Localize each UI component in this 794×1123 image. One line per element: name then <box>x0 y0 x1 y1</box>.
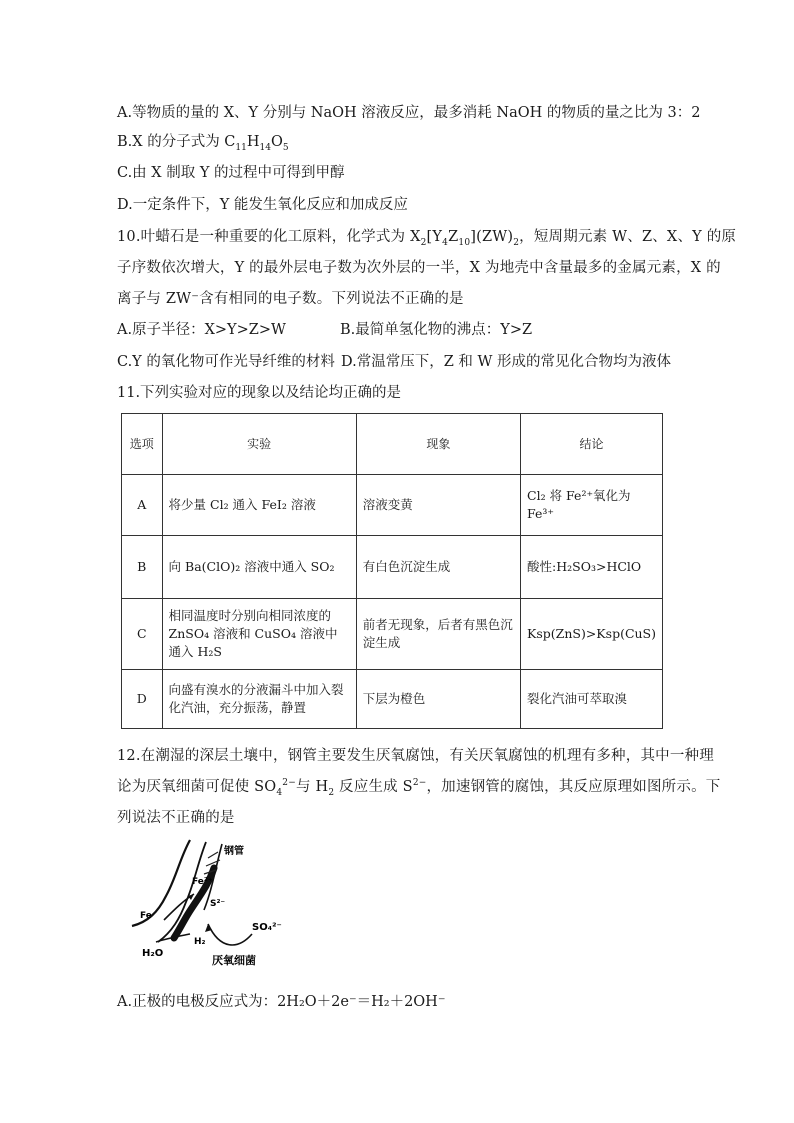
cell-option: A <box>122 475 163 536</box>
label-pipe: 钢管 <box>224 846 244 857</box>
q12-stem-line3: 列说法不正确的是 <box>117 810 235 826</box>
cell-experiment: 将少量 Cl₂ 通入 FeI₂ 溶液 <box>162 475 356 536</box>
label-h2: H₂ <box>194 937 206 947</box>
q12-text: 与 H <box>295 779 329 795</box>
q9-option-d: D.一定条件下，Y 能发生氧化反应和加成反应 <box>117 197 408 213</box>
q12-text: ，加速钢管的腐蚀，其反应原理如图所示。下 <box>426 779 721 795</box>
q12-option-a: A.正极的电极反应式为：2H₂O＋2e⁻＝H₂＋2OH⁻ <box>117 994 446 1010</box>
corrosion-diagram <box>128 838 298 970</box>
cell-experiment: 向盛有溴水的分液漏斗中加入裂化汽油，充分振荡，静置 <box>162 670 356 729</box>
q9-option-c: C.由 X 制取 Y 的过程中可得到甲醇 <box>117 165 345 181</box>
cell-option: B <box>122 536 163 599</box>
q11-table <box>121 413 663 729</box>
q11-stem: 11.下列实验对应的现象以及结论均正确的是 <box>117 385 402 401</box>
header-conclusion: 结论 <box>521 414 663 475</box>
q10-text: ](ZW) <box>470 229 514 245</box>
q9-option-a: A.等物质的量的 X、Y 分别与 NaOH 溶液反应，最多消耗 NaOH 的物质的量之比为 3：2 <box>117 105 701 121</box>
q10-option-b: B.最简单氢化物的沸点：Y>Z <box>340 322 533 338</box>
q12-text: 反应生成 S <box>334 779 413 795</box>
sub: 4 <box>276 787 283 798</box>
cell-experiment: 相同温度时分别向相同浓度的 ZnSO₄ 溶液和 CuSO₄ 溶液中通入 H₂S <box>162 599 356 670</box>
sup: 2− <box>412 778 427 789</box>
cell-phenomenon: 前者无现象，后者有黑色沉淀生成 <box>356 599 520 670</box>
q10-stem-line2: 子序数依次增大，Y 的最外层电子数为次外层的一半，X 为地壳中含量最多的金属元素，X 的 <box>117 260 721 276</box>
header-experiment: 实验 <box>162 414 356 475</box>
table-row <box>122 475 663 536</box>
sub: 5 <box>282 142 289 153</box>
sup: 2− <box>282 778 296 789</box>
cell-phenomenon: 有白色沉淀生成 <box>356 536 520 599</box>
cell-option: C <box>122 599 163 670</box>
cell-option: D <box>122 670 163 729</box>
cell-conclusion: 裂化汽油可萃取溴 <box>521 670 663 729</box>
sub: 4 <box>442 237 449 248</box>
q9-option-b <box>117 132 289 152</box>
cell-experiment: 向 Ba(ClO)₂ 溶液中通入 SO₂ <box>162 536 356 599</box>
sub: 11 <box>235 142 247 153</box>
table-row <box>122 536 663 599</box>
formula-o: O <box>270 134 283 150</box>
cell-conclusion: 酸性:H₂SO₃>HClO <box>521 536 663 599</box>
q10-option-c: C.Y 的氧化物可作光导纤维的材料 <box>117 354 335 370</box>
cell-conclusion: Ksp(ZnS)>Ksp(CuS) <box>521 599 663 670</box>
q10-text: ，短周期元素 W、Z、X、Y 的原 <box>519 229 737 245</box>
q12-stem-line1: 12.在潮湿的深层土壤中，钢管主要发生厌氧腐蚀，有关厌氧腐蚀的机理有多种，其中一种理 <box>117 748 714 764</box>
formula-h: H <box>246 134 260 150</box>
q10-text: [Y <box>426 229 443 245</box>
table-header-row <box>122 414 663 475</box>
label-s2: S²⁻ <box>210 899 226 909</box>
cell-phenomenon: 下层为橙色 <box>356 670 520 729</box>
q10-text: Z <box>448 229 459 245</box>
cell-conclusion: Cl₂ 将 Fe²⁺氧化为 Fe³⁺ <box>521 475 663 536</box>
table-row <box>122 670 663 729</box>
q12-text: 论为厌氧细菌可促使 SO <box>117 779 277 795</box>
q10-option-d: D.常温常压下，Z 和 W 形成的常见化合物均为液体 <box>341 354 672 370</box>
q12-stem-line2 <box>117 777 720 797</box>
q10-stem-line3: 离子与 ZW⁻含有相同的电子数。下列说法不正确的是 <box>117 291 464 307</box>
table-row <box>122 599 663 670</box>
q10-stem-line1 <box>117 227 736 247</box>
sub: 2 <box>328 787 335 798</box>
label-so4: SO₄²⁻ <box>252 922 282 933</box>
q10-option-a: A.原子半径：X>Y>Z>W <box>117 322 286 338</box>
sub: 2 <box>420 237 427 248</box>
label-h2o: H₂O <box>142 948 164 959</box>
label-fe2: Fe²⁺ <box>192 877 213 887</box>
sub: 2 <box>513 237 520 248</box>
sub: 14 <box>259 142 271 153</box>
header-phenomenon: 现象 <box>356 414 520 475</box>
q9-option-b-text: B.X 的分子式为 C <box>117 134 236 150</box>
q10-text: 10.叶蜡石是一种重要的化工原料，化学式为 X <box>117 229 421 245</box>
header-option: 选项 <box>122 414 163 475</box>
cell-phenomenon: 溶液变黄 <box>356 475 520 536</box>
sub: 10 <box>458 237 471 248</box>
label-fe: Fe <box>140 911 152 921</box>
arrow-so4-to-s2 <box>208 924 252 945</box>
label-bacteria: 厌氧细菌 <box>212 954 256 967</box>
